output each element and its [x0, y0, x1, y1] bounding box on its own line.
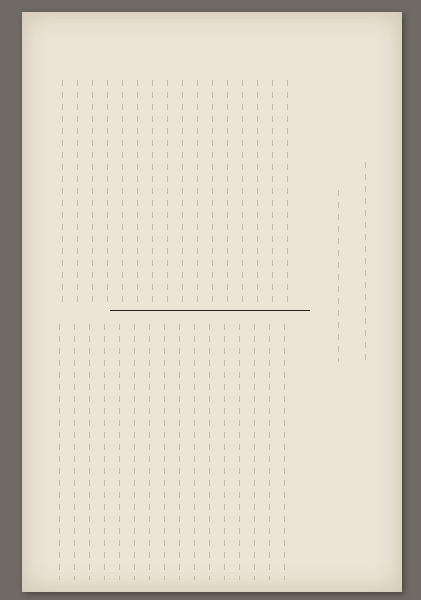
text-line-placeholder: [92, 80, 93, 306]
text-line-placeholder: [212, 80, 213, 306]
text-line-placeholder: [122, 80, 123, 306]
text-line-placeholder: [134, 324, 135, 580]
text-line-placeholder: [59, 324, 60, 580]
text-line-placeholder: [167, 80, 168, 306]
text-line-placeholder: [227, 80, 228, 306]
text-line-placeholder: [257, 80, 258, 306]
text-line-placeholder: [242, 80, 243, 306]
text-line-placeholder: [119, 324, 120, 580]
text-line-placeholder: [209, 324, 210, 580]
section-divider: [110, 310, 310, 311]
document-page: [22, 12, 402, 592]
text-line-placeholder: [254, 324, 255, 580]
text-line-placeholder: [149, 324, 150, 580]
text-line-placeholder: [152, 80, 153, 306]
text-line-placeholder: [74, 324, 75, 580]
text-line-placeholder: [284, 324, 285, 580]
text-line-placeholder: [365, 162, 366, 362]
text-line-placeholder: [89, 324, 90, 580]
text-line-placeholder: [269, 324, 270, 580]
text-line-placeholder: [77, 80, 78, 306]
text-line-placeholder: [239, 324, 240, 580]
text-line-placeholder: [197, 80, 198, 306]
text-line-placeholder: [338, 190, 339, 362]
text-line-placeholder: [224, 324, 225, 580]
text-line-placeholder: [164, 324, 165, 580]
text-line-placeholder: [179, 324, 180, 580]
text-line-placeholder: [137, 80, 138, 306]
text-line-placeholder: [272, 80, 273, 306]
text-line-placeholder: [182, 80, 183, 306]
text-line-placeholder: [62, 80, 63, 306]
text-line-placeholder: [194, 324, 195, 580]
text-line-placeholder: [107, 80, 108, 306]
text-line-placeholder: [104, 324, 105, 580]
text-line-placeholder: [287, 80, 288, 306]
